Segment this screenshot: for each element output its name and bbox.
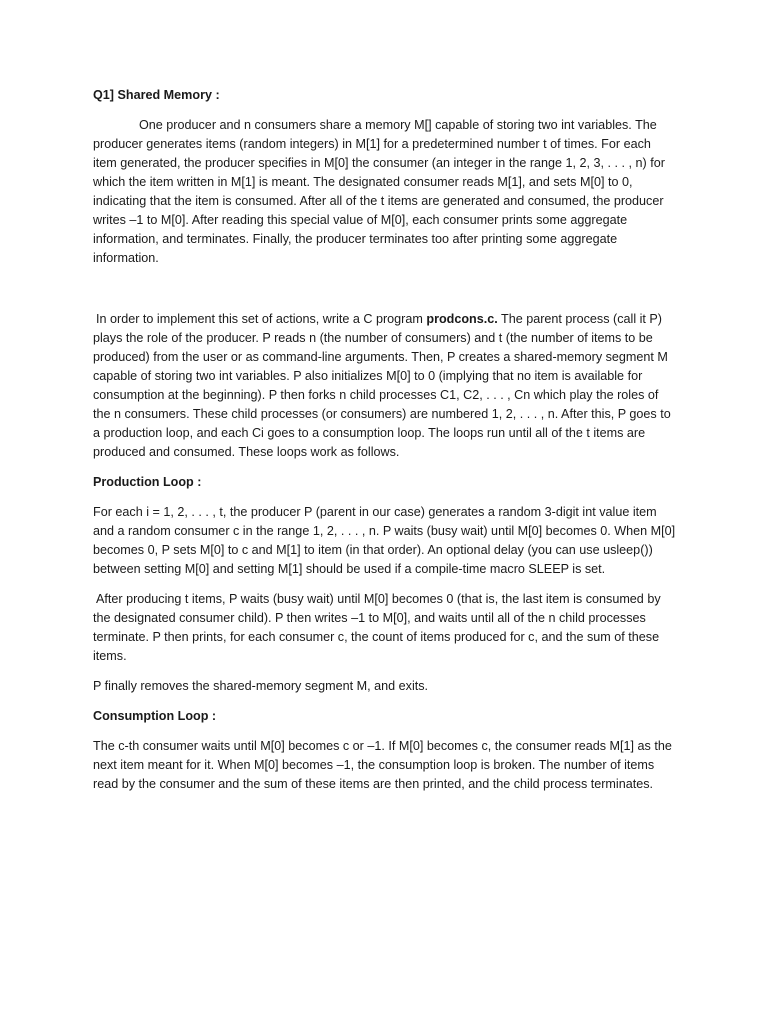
implementation-paragraph [93, 310, 677, 462]
implementation-text-start: In order to implement this set of actions, write a C program [96, 312, 427, 326]
production-paragraph-3: P finally removes the shared-memory segment M, and exits. [93, 679, 429, 693]
production-loop-heading: Production Loop : [93, 475, 202, 489]
program-name: prodcons.c. [426, 312, 498, 326]
consumption-loop-heading: Consumption Loop : [93, 709, 217, 723]
implementation-text-end: The parent process (call it P) plays the role of the producer. P reads n (the number of consumers) and t (the number of items to be produced) from the user or as command-line arguments. Then, P creates a shared-memory segment M capable of storing two int variables. P also initializes M[0] to 0 (implying that no item is available for consumption at the beginning). P then forks n child processes C1, C2, . . . , Cn which play the roles of the n consumers. These child processes (or consumers) are numbered 1, 2, . . . , n. After this, P goes to a production loop, and each Ci goes to a consumption loop. The loops run until all of the t items are produced and consumed. These loops work as follows. [93, 312, 671, 459]
consumption-paragraph: The c-th consumer waits until M[0] becomes c or –1. If M[0] becomes c, the consumer reads M[1] as the next item meant for it. When M[0] becomes –1, the consumption loop is broken. The number of items read by the consumer and the sum of these items are then printed, and the child process terminates. [93, 739, 672, 791]
document-page [93, 86, 677, 794]
q1-heading: Q1] Shared Memory : [93, 88, 220, 102]
production-paragraph-1: For each i = 1, 2, . . . , t, the producer P (parent in our case) generates a random 3-digit int value item and a random consumer c in the range 1, 2, . . . , n. P waits (busy wait) until M[0] becomes 0. When M[0] becomes 0, P sets M[0] to c and M[1] to item (in that order). An optional delay (you can use usleep()) between setting M[0] and setting M[1] should be used if a compile-time macro SLEEP is set. [93, 505, 676, 576]
production-paragraph-2: After producing t items, P waits (busy wait) until M[0] becomes 0 (that is, the last item is consumed by the designated consumer child). P then writes –1 to M[0], and waits until all of the n child processes terminate. P then prints, for each consumer c, the count of items produced for c, and the sum of these items. [93, 592, 661, 663]
intro-paragraph: One producer and n consumers share a memory M[] capable of storing two int variables. The producer generates items (random integers) in M[1] for a predetermined number t of times. For each item generated, the producer specifies in M[0] the consumer (an integer in the range 1, 2, 3, . . . , n) for which the item written in M[1] is meant. The designated consumer reads M[1], and sets M[0] to 0, indicating that the item is consumed. After all of the t items are generated and consumed, the producer writes –1 to M[0]. After reading this special value of M[0], each consumer prints some aggregate information, and terminates. Finally, the producer terminates too after printing some aggregate information. [93, 118, 665, 265]
